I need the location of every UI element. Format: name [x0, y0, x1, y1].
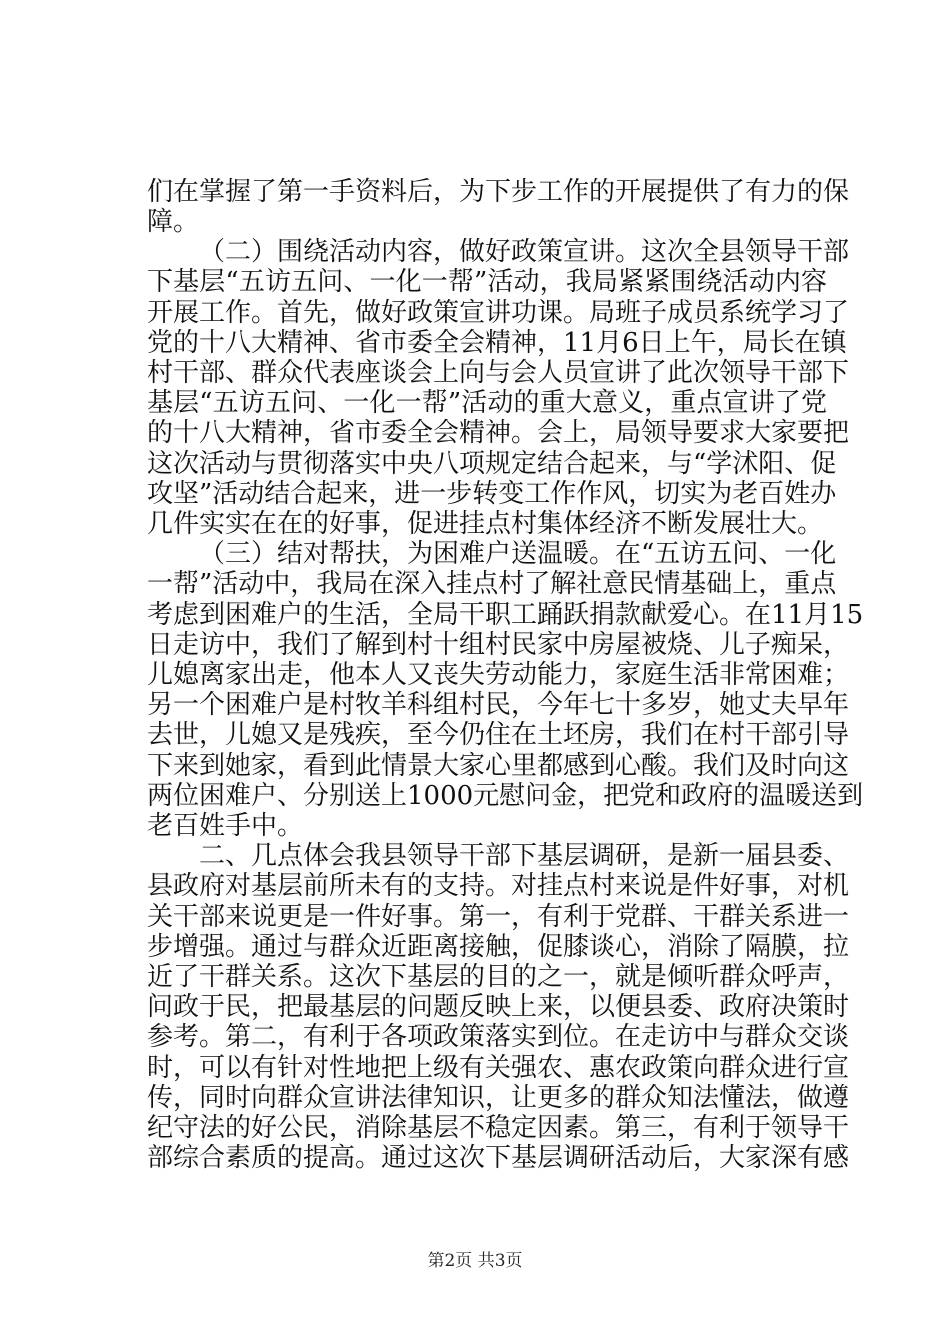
- body-line: 一帮”活动中，我局在深入挂点村了解社意民情基础上，重点: [147, 569, 837, 599]
- body-line: 传，同时向群众宣讲法律知识，让更多的群众知法懂法，做遵: [147, 1083, 850, 1113]
- body-line: 下来到她家，看到此情景大家心里都感到心酸。我们及时向这: [147, 751, 850, 781]
- body-line: 时，可以有针对性地把上级有关强农、惠农政策向群众进行宣: [147, 1053, 850, 1083]
- body-line: 县政府对基层前所未有的支持。对挂点村来说是件好事，对机: [147, 871, 850, 901]
- body-line: 们在掌握了第一手资料后，为下步工作的开展提供了有力的保: [147, 177, 850, 207]
- body-line: 考虑到困难户的生活，全局干职工踊跃捐款献爱心。在11月15: [147, 600, 864, 630]
- body-line: 问政于民，把最基层的问题反映上来，以便县委、政府决策时: [147, 992, 850, 1022]
- body-line: （二）围绕活动内容，做好政策宣讲。这次全县领导干部: [199, 237, 850, 267]
- body-line: 党的十八大精神、省市委全会精神，11月6日上午，局长在镇: [147, 328, 847, 358]
- body-line: （三）结对帮扶，为困难户送温暖。在“五访五问、一化: [199, 539, 837, 569]
- body-line: 几件实实在在的好事，促进挂点村集体经济不断发展壮大。: [147, 509, 824, 539]
- body-line: 开展工作。首先，做好政策宣讲功课。局班子成员系统学习了: [147, 298, 850, 328]
- body-line: 部综合素质的提高。通过这次下基层调研活动后，大家深有感: [147, 1143, 850, 1173]
- page-number-footer: 第2页 共3页: [427, 1251, 523, 1271]
- body-line: 下基层“五访五问、一化一帮”活动，我局紧紧围绕活动内容: [147, 267, 827, 297]
- body-line: 参考。第二，有利于各项政策落实到位。在走访中与群众交谈: [147, 1022, 850, 1052]
- body-line: 基层“五访五问、一化一帮”活动的重大意义，重点宣讲了党: [147, 388, 827, 418]
- body-line: 另一个困难户是村牧羊科组村民，今年七十多岁，她丈夫早年: [147, 690, 850, 720]
- body-line: 两位困难户、分别送上1000元慰问金，把党和政府的温暖送到: [147, 781, 864, 811]
- body-line: 老百姓手中。: [147, 811, 304, 841]
- body-line: 儿媳离家出走，他本人又丧失劳动能力，家庭生活非常困难；: [147, 660, 850, 690]
- body-line: 近了干群关系。这次下基层的目的之一，就是倾听群众呼声，: [147, 962, 850, 992]
- body-line: 日走访中，我们了解到村十组村民家中房屋被烧、儿子痴呆，: [147, 630, 850, 660]
- body-line: 的十八大精神，省市委全会精神。会上，局领导要求大家要把: [147, 418, 850, 448]
- body-line: 二、几点体会我县领导干部下基层调研，是新一届县委、: [199, 841, 850, 871]
- body-line: 攻坚”活动结合起来，进一步转变工作作风，切实为老百姓办: [147, 479, 837, 509]
- body-line: 这次活动与贯彻落实中央八项规定结合起来，与“学沭阳、促: [147, 449, 837, 479]
- body-line: 村干部、群众代表座谈会上向与会人员宣讲了此次领导干部下: [147, 358, 850, 388]
- body-line: 去世，儿媳又是残疾，至今仍住在土坯房，我们在村干部引导: [147, 720, 850, 750]
- body-line: 障。: [147, 207, 200, 237]
- body-line: 关干部来说更是一件好事。第一，有利于党群、干群关系进一: [147, 902, 850, 932]
- body-line: 步增强。通过与群众近距离接触，促膝谈心，消除了隔膜，拉: [147, 932, 850, 962]
- body-line: 纪守法的好公民，消除基层不稳定因素。第三，有利于领导干: [147, 1113, 850, 1143]
